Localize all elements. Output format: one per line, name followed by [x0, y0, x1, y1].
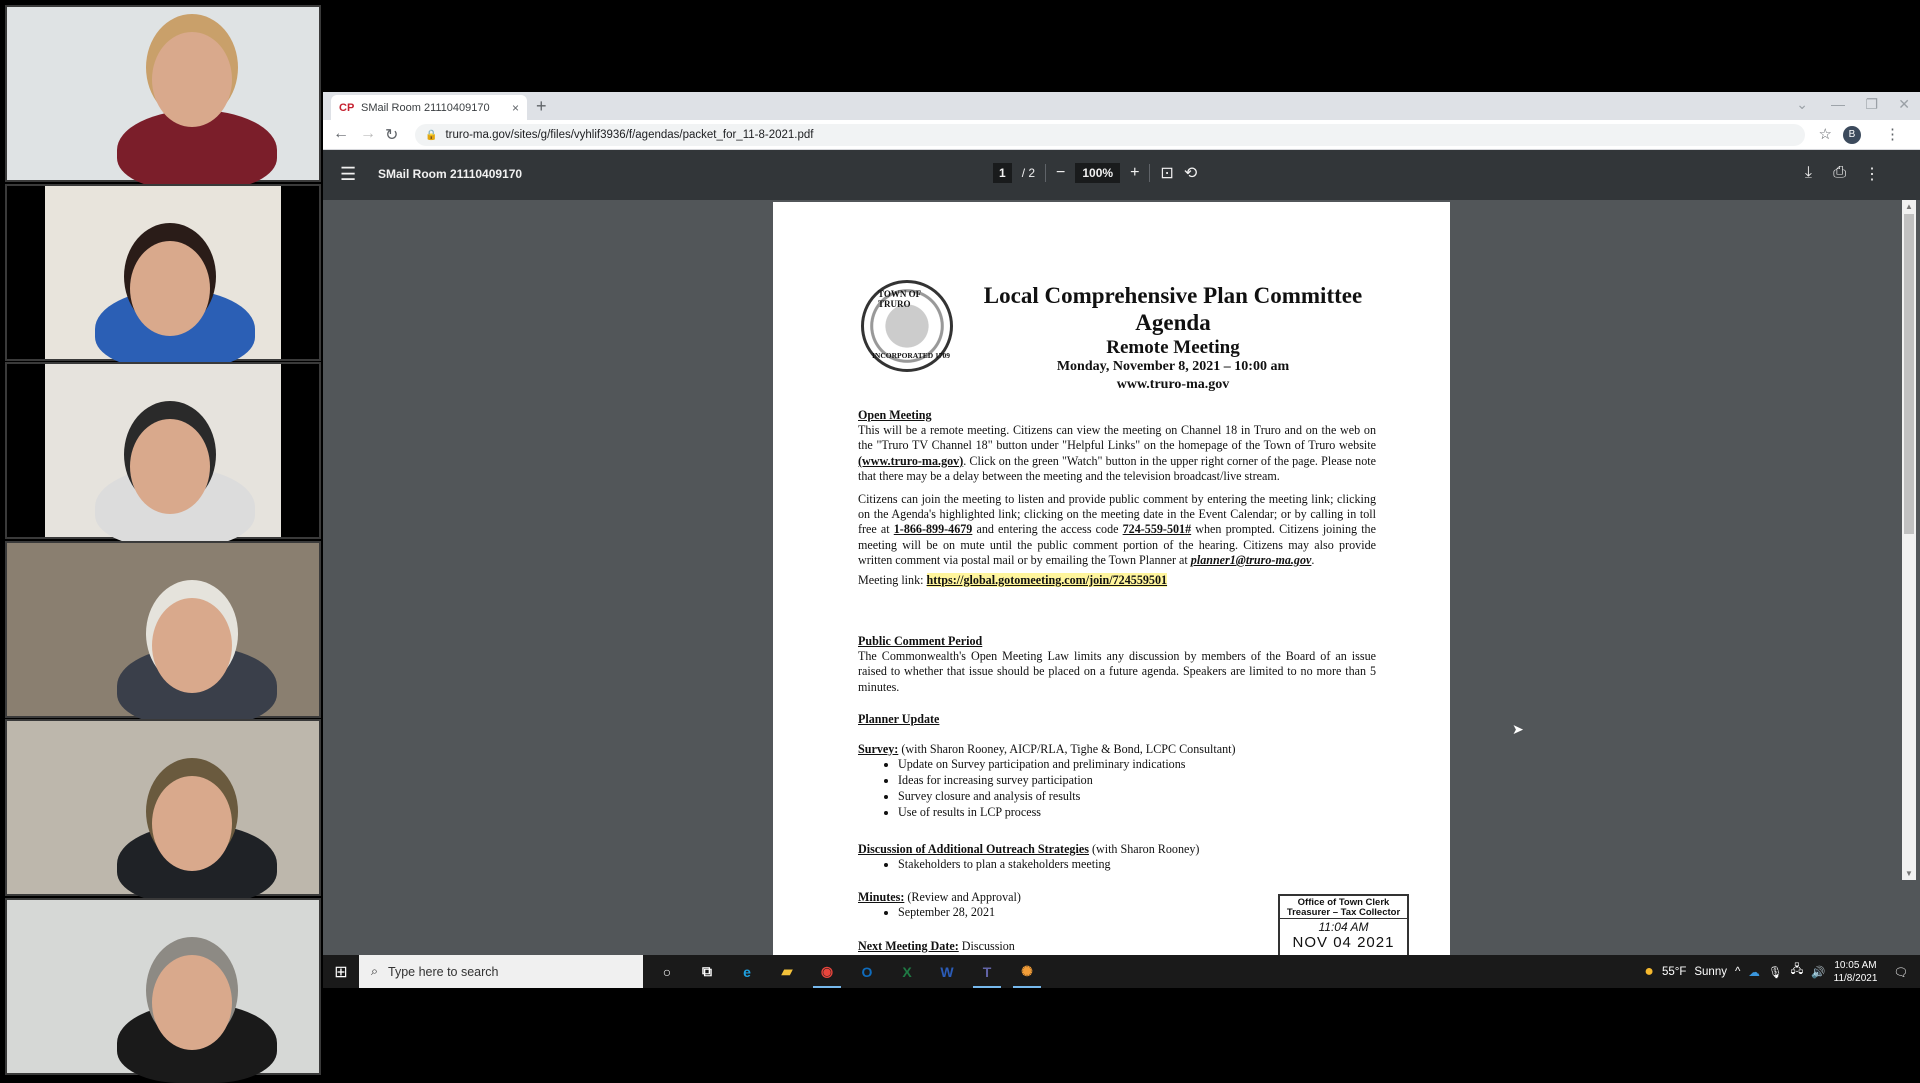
pdf-page: [773, 202, 1450, 962]
divider: [1149, 164, 1150, 182]
system-tray: [1644, 955, 1920, 988]
tab-title: SMail Room 21110409170: [361, 101, 490, 114]
microphone-icon[interactable]: 🎙: [1767, 966, 1783, 979]
fit-page-icon[interactable]: ⊡: [1160, 165, 1174, 182]
bookmark-star-icon[interactable]: ☆: [1818, 126, 1832, 143]
tab-strip: [323, 92, 1920, 120]
section-survey: Survey: (with Sharon Rooney, AICP/RLA, Tighe & Bond, LCPC Consultant) • Update on Survey participation and preliminary indications • Ideas for increasing survey participation • Survey closure and analysis of results • Use of results in LCP process: [858, 742, 1376, 820]
browser-window: [323, 92, 1920, 988]
video-feed: [45, 364, 281, 537]
back-button[interactable]: ←: [333, 125, 349, 142]
taskbar-app-teams[interactable]: T: [967, 955, 1007, 988]
section-planner-update: [858, 712, 1376, 727]
website-link[interactable]: (www.truro-ma.gov): [858, 453, 964, 468]
list-item: • Survey closure and analysis of results: [898, 789, 1376, 805]
section-heading: Open Meeting: [858, 408, 932, 422]
date: 11/8/2021: [1833, 972, 1878, 984]
browser-menu-icon[interactable]: ⋮: [1885, 126, 1900, 143]
pdf-more-icon[interactable]: ⋮: [1864, 166, 1880, 183]
lock-icon: 🔒: [425, 129, 438, 141]
hamburger-menu-icon[interactable]: ☰: [340, 164, 357, 184]
taskbar-app-task-view[interactable]: ⧉: [702, 963, 712, 979]
taskbar-app-edge[interactable]: e: [743, 963, 751, 980]
mouse-cursor-icon: ➤: [1512, 721, 1524, 737]
participant-head: [130, 241, 210, 336]
section-heading: Survey:: [858, 742, 899, 756]
restore-button[interactable]: ❐: [1865, 96, 1878, 112]
taskbar-app-excel[interactable]: X: [902, 963, 912, 980]
video-feed: [7, 721, 319, 894]
start-button[interactable]: ⊞: [334, 963, 348, 981]
list-item: • Stakeholders to plan a stakeholders meeting: [898, 857, 1376, 873]
video-feed: [7, 900, 319, 1073]
scroll-down-icon[interactable]: ▼: [1905, 869, 1913, 878]
profile-avatar[interactable]: B: [1843, 126, 1861, 144]
address-bar-row: [323, 120, 1920, 150]
paragraph: This will be a remote meeting. Citizens can view the meeting on Channel 18 in Truro and on the web on the "Truro TV Channel 18" button under "Helpful Links" on the homepage of the Town of Truro website (www.truro-ma.gov). Click on the green "Watch" button in the upper right corner of the page. Please note that there may be a delay between the meeting and the television broadcast/live stream.: [858, 423, 1376, 483]
section-heading: Minutes:: [858, 890, 905, 904]
clerk-stamp: Office of Town Clerk Treasurer – Tax Collector 11:04 AM NOV 04 2021: [1278, 894, 1409, 974]
section-next-meeting: Next Meeting Date: Discussion: [858, 939, 1015, 953]
list-item: • Ideas for increasing survey participation: [898, 773, 1376, 789]
time: 10:05 AM: [1834, 959, 1877, 971]
section-public-comment: [858, 634, 1376, 695]
taskbar-app-cortana[interactable]: ○: [662, 963, 672, 980]
video-tile[interactable]: [5, 541, 321, 718]
zoom-out-button[interactable]: −: [1056, 164, 1066, 181]
weather-condition[interactable]: Sunny: [1694, 965, 1727, 978]
video-tile[interactable]: [5, 184, 321, 361]
pdf-toolbar: [323, 150, 1920, 200]
zoom-level-input[interactable]: 100%: [1075, 163, 1120, 183]
list-item: • September 28, 2021: [898, 905, 1376, 921]
tab-close-icon[interactable]: ×: [511, 100, 519, 115]
video-tile[interactable]: [5, 362, 321, 539]
video-feed: [45, 186, 281, 359]
section-outreach: Discussion of Additional Outreach Strategies (with Sharon Rooney) • Stakeholders to plan a stakeholders meeting: [858, 842, 1376, 873]
page-total: / 2: [1021, 166, 1036, 180]
search-placeholder: Type here to search: [388, 964, 499, 979]
url-input[interactable]: [415, 124, 1805, 146]
section-heading: Discussion of Additional Outreach Strategies: [858, 842, 1089, 856]
minimize-button[interactable]: —: [1831, 96, 1845, 112]
new-tab-button[interactable]: +: [536, 96, 547, 116]
website: www.truro-ma.gov: [1116, 377, 1230, 392]
meeting-link-row: Meeting link: https://global.gotomeeting.com/join/724559501: [858, 573, 1168, 588]
scrollbar-thumb[interactable]: [1904, 214, 1914, 534]
taskbar-search-input[interactable]: [359, 955, 643, 988]
browser-tab[interactable]: [331, 95, 527, 120]
survey-list: [858, 757, 1376, 820]
close-window-button[interactable]: ✕: [1898, 96, 1910, 112]
taskbar-app-app-orange[interactable]: ✺: [1007, 955, 1047, 988]
pdf-viewer[interactable]: [323, 200, 1920, 953]
video-tile[interactable]: [5, 719, 321, 896]
notifications-icon[interactable]: 🗨: [1893, 966, 1908, 979]
rotate-icon[interactable]: ⟲: [1183, 165, 1198, 182]
section-minutes: Minutes: (Review and Approval) • September 28, 2021: [858, 890, 1376, 921]
video-feed: [7, 7, 319, 180]
search-icon: ⌕: [371, 964, 379, 978]
volume-icon[interactable]: 🔊: [1811, 966, 1826, 979]
vertical-scrollbar[interactable]: [1902, 200, 1916, 880]
onedrive-icon[interactable]: ☁: [1748, 966, 1760, 979]
phone-number: 1-866-899-4679: [893, 522, 973, 537]
network-icon[interactable]: 🖧: [1790, 964, 1804, 976]
email-link[interactable]: planner1@truro-ma.gov: [1190, 552, 1312, 567]
clock[interactable]: [1834, 959, 1878, 985]
weather-sun-icon[interactable]: ●: [1644, 962, 1654, 980]
scroll-up-icon[interactable]: ▲: [1905, 202, 1913, 211]
paragraph: Citizens can join the meeting to listen and provide public comment by entering the meeting link; clicking on the Agenda's highlighted link; clicking on the meeting date in the Event Calendar; or by calling in toll free at 1-866-899-4679 and entering the access code 724-559-501# when prompted. Citizens joining the meeting will be on mute until the public comment portion of the hearing. Citizens may also provide written comment via postal mail or by emailing the Town Planner at planner1@truro-ma.gov.: [858, 492, 1376, 567]
document-title-line2: Agenda: [1135, 310, 1211, 335]
list-item: • Use of results in LCP process: [898, 805, 1376, 821]
section-heading: Planner Update: [858, 712, 940, 726]
taskbar-app-outlook[interactable]: O: [861, 963, 873, 980]
participant-head: [152, 776, 232, 871]
list-item: • Update on Survey participation and preliminary indications: [898, 757, 1376, 773]
taskbar-apps: [647, 955, 1047, 988]
participant-head: [130, 419, 210, 514]
taskbar-app-word[interactable]: W: [940, 963, 954, 980]
document-subtitle: Remote Meeting: [1106, 337, 1240, 358]
participant-head: [152, 32, 232, 127]
tray-chevron-icon[interactable]: ^: [1734, 965, 1741, 978]
video-tile[interactable]: [5, 898, 321, 1075]
print-icon[interactable]: ⎙: [1833, 164, 1846, 181]
reload-button[interactable]: ↻: [385, 127, 399, 144]
taskbar-app-file-explorer[interactable]: ▰: [781, 963, 793, 979]
section-heading: Next Meeting Date:: [858, 939, 959, 953]
tab-search-icon[interactable]: ⌄: [1796, 96, 1808, 112]
document-title: Local Comprehensive Plan Committee: [983, 283, 1363, 308]
url-text: truro-ma.gov/sites/g/files/vyhlif3936/f/agendas/packet_for_11-8-2021.pdf: [445, 129, 814, 141]
video-feed: [7, 543, 319, 716]
pdf-controls: [993, 163, 1197, 183]
participant-head: [152, 598, 232, 693]
participant-head: [152, 955, 232, 1050]
page-number-input[interactable]: 1: [993, 163, 1012, 183]
windows-taskbar: [323, 955, 1920, 988]
zoom-in-button[interactable]: +: [1130, 164, 1140, 181]
weather-temp[interactable]: 55°F: [1661, 965, 1687, 978]
divider: [1045, 164, 1046, 182]
favicon-icon: CP: [339, 101, 355, 114]
meeting-datetime: Monday, November 8, 2021 – 10:00 am: [1056, 359, 1290, 374]
taskbar-app-chrome[interactable]: ◉: [807, 955, 847, 988]
download-icon[interactable]: ⤓: [1804, 164, 1812, 181]
town-seal-logo: TOWN OF TRURO INCORPORATED 1709: [861, 280, 953, 372]
video-tile[interactable]: [5, 5, 321, 182]
access-code: 724-559-501#: [1122, 522, 1192, 537]
section-open-meeting: [858, 408, 1376, 588]
meeting-link[interactable]: https://global.gotomeeting.com/join/724559501: [926, 573, 1168, 588]
forward-button[interactable]: →: [360, 125, 376, 142]
pdf-title: SMail Room 21110409170: [378, 167, 523, 181]
paragraph: The Commonwealth's Open Meeting Law limits any discussion by members of the Board of an issue raised to whether that issue should be placed on a future agenda. Speakers are limited to no more than 5 minutes.: [858, 649, 1376, 694]
section-heading: Public Comment Period: [858, 634, 983, 648]
